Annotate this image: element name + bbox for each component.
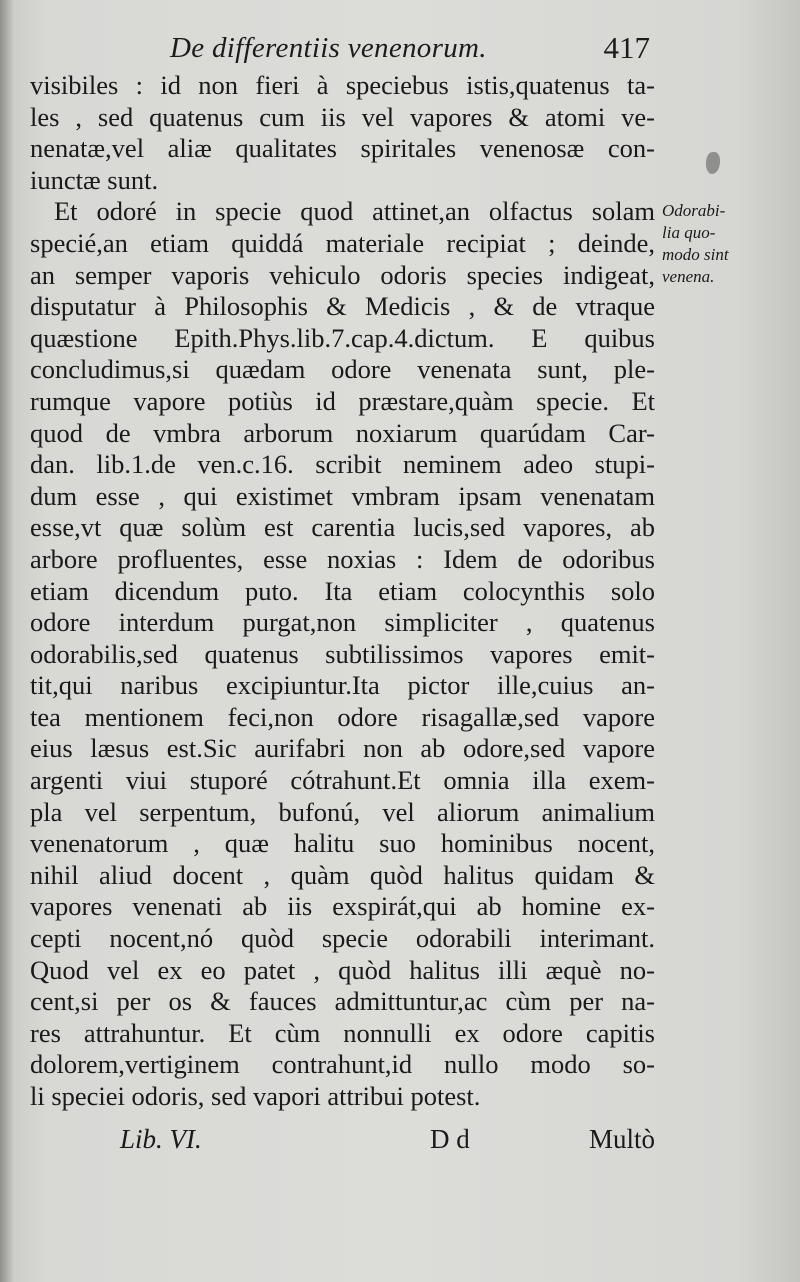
ink-blot xyxy=(706,152,720,174)
text-line: visibiles : id non fieri à speciebus istis,quatenus ta- xyxy=(30,70,655,100)
page-number: 417 xyxy=(603,30,650,65)
margin-note-line: venena. xyxy=(662,267,715,286)
text-line: rumque vapore potiùs id præstare,quàm specie. Et xyxy=(30,385,655,416)
text-line: dolorem,vertiginem contrahunt,id nullo modo so- xyxy=(30,1049,655,1080)
page-footer xyxy=(30,1124,655,1164)
running-title: De differentiis venenorum. xyxy=(170,32,487,64)
text-line: tit,qui naribus excipiuntur.Ita pictor ille,cuius an- xyxy=(30,670,655,701)
text-line: eius læsus est.Sic aurifabri non ab odore,sed vapore xyxy=(30,733,655,764)
text-line: Quod vel ex eo patet , quòd halitus illi æquè no- xyxy=(30,954,655,985)
text-line: nenatæ,vel aliæ qualitates spiritales venenosæ con- xyxy=(30,133,655,164)
text-line: venenatorum , quæ halitu suo hominibus nocent, xyxy=(30,828,655,859)
margin-note-line: modo sint xyxy=(662,245,729,264)
margin-note-line: Odorabi- xyxy=(662,201,726,220)
text-line: quod de vmbra arborum noxiarum quarúdam Car- xyxy=(30,417,655,448)
text-line: an semper vaporis vehiculo odoris species indigeat, xyxy=(30,259,655,290)
text-line: specié,an etiam quiddá materiale recipiat ; deinde, xyxy=(30,227,655,258)
text-line: odorabilis,sed quatenus subtilissimos vapores emit- xyxy=(30,638,655,669)
running-head xyxy=(170,30,650,70)
text-line: cent,si per os & fauces admittuntur,ac cùm per na- xyxy=(30,986,655,1017)
book-signature: Lib. VI. xyxy=(120,1124,202,1154)
text-line: vapores venenati ab iis exspirát,qui ab homine ex- xyxy=(30,891,655,922)
text-line: iunctæ sunt. xyxy=(30,164,159,195)
body-text xyxy=(30,70,655,1113)
text-line: concludimus,si quædam odore venenata sunt, ple- xyxy=(30,354,655,385)
text-line: disputatur à Philosophis & Medicis , & de vtraque xyxy=(30,291,655,322)
catchword: Multò xyxy=(588,1124,655,1154)
text-line: argenti viui stuporé cótrahunt.Et omnia illa exem- xyxy=(30,765,655,796)
text-line: dan. lib.1.de ven.c.16. scribit neminem adeo stupi- xyxy=(30,449,655,480)
margin-note xyxy=(662,200,782,288)
text-line: cepti nocent,nó quòd specie odorabili interimant. xyxy=(30,923,655,954)
text-line: odore interdum purgat,non simpliciter , quatenus xyxy=(30,607,655,638)
margin-note-line: lia quo- xyxy=(662,223,716,242)
text-line: pla vel serpentum, bufonú, vel aliorum animalium xyxy=(30,796,655,827)
text-line: esse,vt quæ solùm est carentia lucis,sed vapores, ab xyxy=(30,512,655,543)
text-line: Et odoré in specie quod attinet,an olfactus solam xyxy=(54,196,655,227)
text-line: nihil aliud docent , quàm quòd halitus quidam & xyxy=(30,859,655,890)
text-line: dum esse , qui existimet vmbram ipsam venenatam xyxy=(30,480,655,511)
text-line: quæstione Epith.Phys.lib.7.cap.4.dictum. E quibus xyxy=(30,322,655,353)
text-line: tea mentionem feci,non odore risagallæ,sed vapore xyxy=(30,701,655,732)
text-line: li speciei odoris, sed vapori attribui potest. xyxy=(30,1081,481,1111)
quire-mark: D d xyxy=(430,1124,470,1154)
text-line: res attrahuntur. Et cùm nonnulli ex odore capitis xyxy=(30,1017,655,1048)
text-line: etiam dicendum puto. Ita etiam colocynthis solo xyxy=(30,575,655,606)
gutter-shadow xyxy=(0,0,14,1282)
text-line: arbore profluentes, esse noxias : Idem de odoribus xyxy=(30,543,655,574)
text-line: les , sed quatenus cum iis vel vapores & atomi ve- xyxy=(30,101,655,132)
